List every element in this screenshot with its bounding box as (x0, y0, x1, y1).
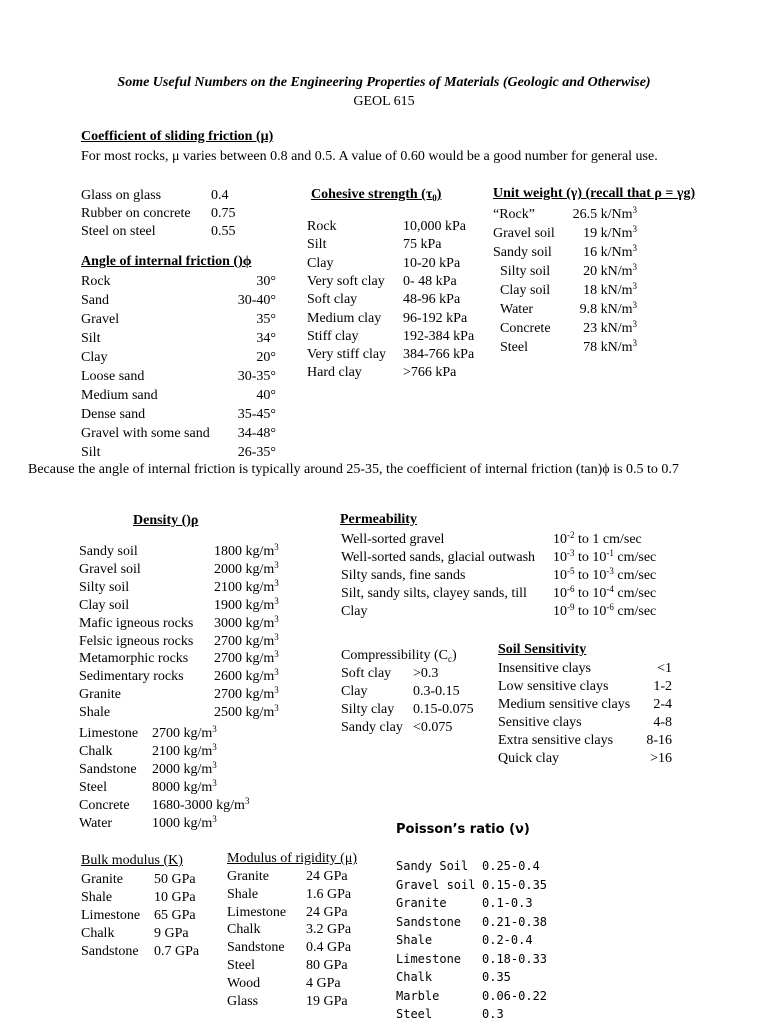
bulk-modulus-heading: Bulk modulus (K) (81, 853, 183, 868)
row-label: Limestone (227, 904, 287, 920)
superscript: -3 (606, 566, 614, 576)
superscript: 3 (274, 703, 279, 714)
row-value: 0.06-0.22 (482, 988, 548, 1003)
row-value: 20 $kN/m^3$ (583, 262, 637, 279)
row-label: Shale (79, 705, 111, 721)
row-value: 384-766 kPa (403, 347, 475, 363)
row-label: Very soft clay (307, 273, 385, 289)
row-label: Silt (81, 445, 101, 460)
row-value: 10,000 kPa (403, 219, 466, 234)
row-label: Hard clay (307, 365, 362, 381)
row-label: Dense sand (81, 407, 146, 422)
row-value: 0.35 (482, 970, 511, 984)
superscript: 3 (632, 205, 637, 215)
heading-text: Compressibility (C (341, 648, 448, 663)
row-label: Low sensitive clays (498, 679, 609, 694)
row-value: 2000 $kg/m^3$ (214, 559, 279, 577)
row-label: Silty soil (79, 579, 130, 595)
row-label: Silt (81, 331, 101, 346)
row-label: Extra sensitive clays (498, 733, 614, 748)
superscript: 3 (212, 724, 217, 734)
superscript: 3 (274, 542, 279, 552)
row-value: 23 $kN/m^3$ (583, 319, 637, 336)
row-label: Limestone (396, 951, 462, 966)
row-label: Concrete (500, 321, 551, 336)
superscript: -9 (567, 602, 575, 612)
row-value: 0.25-0.4 (482, 859, 540, 873)
poisson-heading: Poisson’s ratio (ν) (396, 822, 530, 837)
superscript: -1 (606, 548, 614, 558)
table-row (81, 223, 156, 241)
row-label: Gravel with some sand (81, 426, 210, 441)
row-value: 10-20 kPa (403, 255, 461, 271)
superscript: 3 (274, 613, 279, 624)
row-value: 0.15-0.35 (482, 877, 548, 892)
friction-angle-heading: Angle of internal friction ()ϕ (81, 254, 252, 269)
friction-note: Because the angle of internal friction is typically around 25-35, the coefficient of internal friction (tan)ϕ is 0.5 to 0.7 (28, 462, 679, 477)
row-value: <0.075 (413, 720, 453, 735)
superscript: 3 (632, 262, 637, 272)
row-value: 96-192 kPa (403, 310, 468, 326)
superscript: 3 (274, 685, 279, 696)
sliding-friction-text: For most rocks, μ varies between 0.8 and 0.5. A value of 0.60 would be a good number for general use. (81, 149, 658, 164)
row-label: Chalk (227, 922, 261, 938)
row-value: 3.2 GPa (306, 922, 352, 938)
row-value: 2700 $kg/m^3$ (214, 649, 279, 667)
superscript: -6 (567, 584, 575, 594)
superscript: 3 (632, 338, 637, 348)
row-label: Marble (396, 988, 440, 1003)
row-value: 65 GPa (154, 908, 196, 923)
superscript: 3 (632, 243, 637, 253)
row-value: 0.18-0.33 (482, 951, 548, 966)
row-value: 8-16 (646, 733, 672, 748)
heading-end: ) (451, 648, 457, 663)
row-label: Silty soil (500, 264, 551, 279)
row-label: Glass on glass (81, 188, 162, 203)
row-value: 2100 $kg/m^3$ (214, 577, 279, 595)
row-label: Granite (396, 896, 447, 910)
row-value: 0- 48 kPa (403, 273, 457, 289)
row-label: Shale (227, 886, 259, 902)
row-label: Granite (227, 869, 269, 884)
table-row (81, 187, 161, 205)
row-value: 1800 $kg/m^3$ (214, 542, 279, 559)
row-value: 35-45° (237, 407, 276, 422)
row-value: 78 $kN/m^3$ (583, 338, 637, 355)
row-label: Well-sorted gravel (341, 532, 445, 547)
row-value: 0.21-0.38 (482, 914, 548, 929)
row-label: Silt (307, 237, 327, 253)
superscript: 3 (274, 595, 279, 606)
row-value: 0.4 GPa (306, 940, 352, 956)
row-label: Silty sands, fine sands (341, 568, 466, 583)
row-value: 1-2 (653, 679, 672, 694)
row-value: 2-4 (653, 697, 672, 712)
row-label: Sand (81, 293, 109, 308)
row-label: Gravel soil (396, 877, 476, 892)
row-value: $10^{-3}$ to $10^{-1}$ cm/sec (553, 548, 657, 565)
row-label: Medium sand (81, 388, 158, 403)
row-label: Steel (500, 340, 528, 355)
row-label: Clay soil (500, 283, 551, 298)
row-value: 2700 $kg/m^3$ (214, 631, 279, 649)
row-value: 4 GPa (306, 975, 341, 991)
row-value: 0.2-0.4 (482, 933, 533, 947)
row-label: Metamorphic rocks (79, 651, 189, 667)
row-label: Gravel soil (79, 561, 141, 577)
superscript: 3 (274, 667, 279, 678)
row-value: 35° (256, 312, 276, 327)
row-label: Shale (81, 890, 113, 905)
row-value: 8000 $kg/m^3$ (152, 778, 217, 795)
row-label: Limestone (79, 726, 139, 741)
row-value: 0.7 GPa (154, 944, 200, 959)
superscript: 3 (274, 559, 279, 570)
row-label: Rubber on concrete (81, 206, 191, 221)
row-value: 0.4 (211, 188, 229, 203)
course-code: GEOL 615 (353, 94, 415, 109)
row-value: <1 (657, 661, 672, 676)
row-value: 1000 $kg/m^3$ (152, 814, 217, 831)
compressibility-heading (341, 647, 457, 665)
superscript: 3 (212, 814, 217, 824)
row-label: Steel (227, 958, 255, 973)
row-value: 24 GPa (306, 869, 348, 884)
page-title: Some Useful Numbers on the Engineering Properties of Materials (Geologic and Otherwise) (117, 75, 651, 90)
row-value: 2700 $kg/m^3$ (214, 685, 279, 703)
superscript: 3 (212, 760, 217, 770)
row-label: Sandstone (81, 944, 139, 959)
row-label: Gravel soil (493, 226, 555, 241)
superscript: -3 (567, 548, 575, 558)
heading-subscript: c (447, 654, 452, 664)
row-value: 1.6 GPa (306, 886, 352, 902)
row-label: Sandy clay (341, 720, 403, 735)
row-value: 2100 $kg/m^3$ (152, 742, 217, 759)
row-value: 10 GPa (154, 890, 196, 905)
row-label: Rock (307, 219, 337, 234)
heading-end: ) (436, 187, 442, 202)
row-value: 0.3 (482, 1007, 504, 1021)
superscript: -4 (606, 584, 614, 594)
soil-sensitivity-heading: Soil Sensitivity (498, 642, 587, 657)
row-value: 2700 $kg/m^3$ (152, 724, 217, 741)
row-label: Rock (81, 274, 111, 289)
row-label: Quick clay (498, 751, 560, 766)
row-value: $10^{-9}$ to $10^{-6}$ cm/sec (553, 602, 657, 619)
cohesive-strength-heading (311, 187, 441, 203)
row-value: 30° (256, 274, 276, 289)
row-label: Clay (341, 684, 368, 699)
unit-weight-heading: Unit weight (γ) (recall that ρ = γg) (493, 186, 696, 201)
row-label: Sensitive clays (498, 715, 582, 730)
row-value: 4-8 (653, 715, 672, 730)
row-value: 0.75 (211, 206, 236, 221)
superscript: 3 (632, 300, 637, 310)
row-value: 2600 $kg/m^3$ (214, 667, 279, 685)
row-label: Sedimentary rocks (79, 669, 184, 685)
heading-text: Cohesive strength (τ (311, 187, 433, 202)
table-row (211, 223, 236, 241)
row-value: 34° (256, 331, 276, 346)
row-value: 30-40° (237, 293, 276, 308)
superscript: 3 (274, 577, 279, 588)
row-label: Clay (341, 604, 368, 619)
superscript: 3 (632, 281, 637, 291)
row-value: $10^{-6}$ to $10^{-4}$ cm/sec (553, 584, 657, 601)
row-label: Silty clay (341, 702, 395, 717)
row-value: >16 (650, 751, 672, 766)
row-value: 9.8 $kN/m^3$ (579, 300, 637, 317)
row-value: 2000 $kg/m^3$ (152, 760, 217, 777)
row-value: 0.55 (211, 224, 236, 239)
row-label: Granite (79, 687, 121, 703)
row-label: Steel (79, 780, 107, 795)
row-label: Glass (227, 993, 259, 1009)
row-label: “Rock” (493, 207, 535, 222)
row-label: Concrete (79, 798, 130, 813)
row-label: Very stiff clay (307, 347, 387, 363)
row-label: Chalk (79, 744, 113, 759)
row-label: Steel (396, 1007, 433, 1021)
row-label: Insensitive clays (498, 661, 591, 676)
row-label: Stiff clay (307, 328, 359, 344)
permeability-heading: Permeability (340, 512, 417, 527)
row-value: 0.3-0.15 (413, 684, 460, 699)
row-value: 19 k/Nm$^3$ (583, 224, 637, 241)
row-label: Sandy soil (79, 544, 138, 559)
row-label: Gravel (81, 312, 120, 327)
row-value: 9 GPa (154, 926, 189, 941)
row-value: 24 GPa (306, 904, 348, 920)
row-value: 0.15-0.075 (413, 702, 474, 717)
row-value: 1680-3000 $kg/m^3$ (152, 796, 250, 813)
density-heading: Density ()ρ (133, 513, 199, 528)
superscript: -6 (606, 602, 614, 612)
superscript: -2 (567, 530, 575, 540)
row-value: 19 GPa (306, 993, 348, 1009)
row-label: Water (500, 302, 534, 317)
row-value: >766 kPa (403, 365, 457, 381)
row-label: Medium clay (307, 310, 382, 326)
row-value: 26.5 k/Nm$^3$ (572, 205, 637, 222)
row-label: Loose sand (81, 369, 145, 384)
row-label: Sandstone (79, 762, 137, 777)
table-row (211, 205, 236, 223)
row-label: Shale (396, 933, 433, 947)
row-label: Sandstone (227, 940, 285, 956)
row-label: Well-sorted sands, glacial outwash (341, 550, 536, 565)
row-label: Silt, sandy silts, clayey sands, till (341, 586, 527, 601)
row-label: Chalk (81, 926, 115, 941)
row-label: Limestone (81, 908, 141, 923)
row-label: Clay soil (79, 597, 130, 613)
row-value: 34-48° (237, 426, 276, 441)
row-label: Sandy Soil (396, 859, 469, 873)
superscript: 3 (212, 742, 217, 752)
row-label: Granite (81, 872, 123, 887)
row-value: 18 $kN/m^3$ (583, 281, 637, 298)
row-value: 2500 $kg/m^3$ (214, 703, 279, 721)
row-value: 3000 $kg/m^3$ (214, 613, 279, 631)
row-label: Chalk (396, 970, 433, 984)
superscript: 3 (632, 319, 637, 329)
superscript: 3 (244, 796, 250, 806)
row-label: Steel on steel (81, 224, 156, 239)
row-label: Clay (81, 350, 108, 365)
row-value: 16 k/Nm$^3$ (583, 243, 637, 260)
row-value: 48-96 kPa (403, 292, 461, 308)
row-value: 20° (256, 350, 276, 365)
row-value: 80 GPa (306, 958, 348, 973)
row-value: 0.1-0.3 (482, 896, 533, 910)
row-label: Soft clay (341, 666, 392, 681)
row-value: 40° (256, 388, 276, 403)
superscript: 3 (274, 649, 279, 660)
row-label: Mafic igneous rocks (79, 615, 194, 631)
row-label: Sandstone (396, 914, 462, 929)
heading-subscript: 0 (432, 193, 437, 203)
row-value: $10^{-5}$ to $10^{-3}$ cm/sec (553, 566, 657, 583)
table-row (81, 205, 191, 223)
row-label: Water (79, 816, 113, 831)
row-label: Soft clay (307, 292, 358, 308)
row-value: 30-35° (237, 369, 276, 384)
row-value: >0.3 (413, 666, 439, 681)
sliding-friction-heading: Coefficient of sliding friction (μ) (81, 129, 274, 144)
row-label: Felsic igneous rocks (79, 633, 194, 649)
superscript: 3 (274, 631, 279, 642)
superscript: 3 (632, 224, 637, 234)
superscript: -5 (567, 566, 575, 576)
row-label: Medium sensitive clays (498, 697, 631, 712)
row-value: $10^{-2}$ to 1 cm/sec (553, 530, 642, 547)
row-label: Clay (307, 255, 334, 271)
row-value: 50 GPa (154, 872, 196, 887)
table-row (211, 187, 229, 205)
row-label: Wood (227, 975, 261, 991)
row-value: 192-384 kPa (403, 328, 475, 344)
row-label: Sandy soil (493, 245, 552, 260)
row-value: 75 kPa (403, 237, 442, 253)
row-value: 1900 $kg/m^3$ (214, 595, 279, 613)
superscript: 3 (212, 778, 217, 788)
rigidity-heading: Modulus of rigidity (μ) (227, 851, 357, 866)
row-value: 26-35° (237, 445, 276, 460)
